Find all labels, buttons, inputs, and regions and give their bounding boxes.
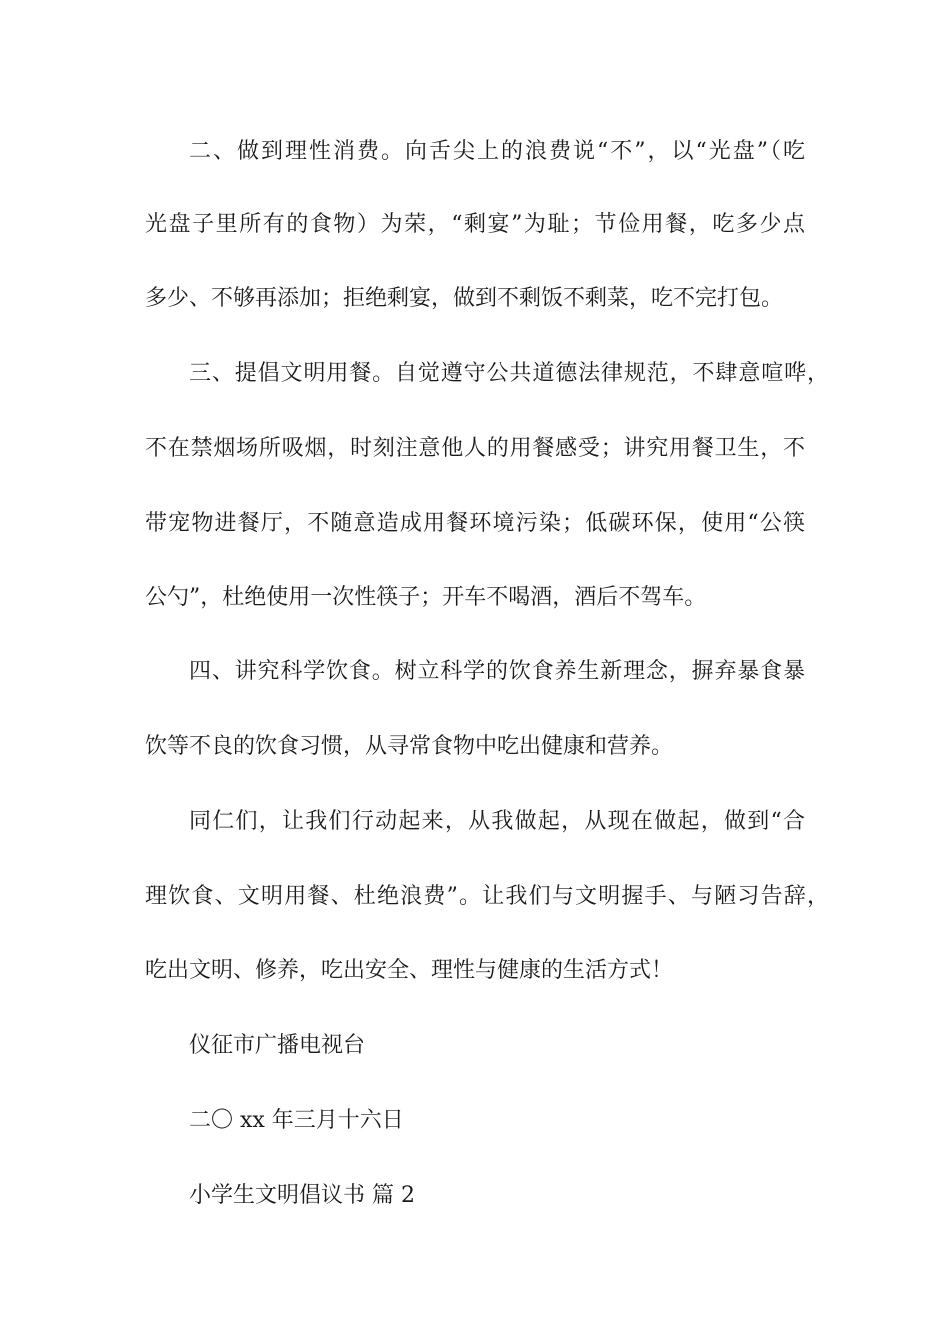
paragraph-2-line-2: 光盘子里所有的食物）为荣，“剩宴”为耻；节俭用餐，吃多少点	[145, 212, 805, 237]
paragraph-2-line-3: 多少、不够再添加；拒绝剩宴，做到不剩饭不剩菜，吃不完打包。	[145, 286, 784, 311]
signature-organization: 仪征市广播电视台	[189, 1033, 366, 1058]
paragraph-5-line-1: 同仁们，让我们行动起来，从我做起，从现在做起，做到“合	[189, 809, 805, 834]
paragraph-3-line-4: 公勺”，杜绝使用一次性筷子；开车不喝酒，酒后不驾车。	[145, 585, 707, 610]
paragraph-4-line-2: 饮等不良的饮食习惯，从寻常食物中吃出健康和营养。	[145, 734, 674, 759]
signature-date: 二〇 xx 年三月十六日	[189, 1108, 404, 1133]
section-heading: 小学生文明倡议书 篇 2	[189, 1183, 415, 1208]
paragraph-4-line-1: 四、讲究科学饮食。树立科学的饮食养生新理念，摒弃暴食暴	[189, 659, 805, 684]
paragraph-5-line-2: 理饮食、文明用餐、杜绝浪费”。让我们与文明握手、与陋习告辞，	[145, 884, 829, 909]
paragraph-5-line-3: 吃出文明、修养，吃出安全、理性与健康的生活方式！	[145, 958, 674, 983]
paragraph-3-line-3: 带宠物进餐厅，不随意造成用餐环境污染；低碳环保，使用“公筷	[145, 511, 805, 536]
paragraph-3-line-2: 不在禁烟场所吸烟，时刻注意他人的用餐感受；讲究用餐卫生，不	[145, 436, 805, 461]
paragraph-3-line-1: 三、提倡文明用餐。自觉遵守公共道德法律规范，不肆意喧哗，	[189, 361, 829, 386]
paragraph-2-line-1: 二、做到理性消费。向舌尖上的浪费说“不”，以“光盘”（吃	[189, 139, 805, 164]
